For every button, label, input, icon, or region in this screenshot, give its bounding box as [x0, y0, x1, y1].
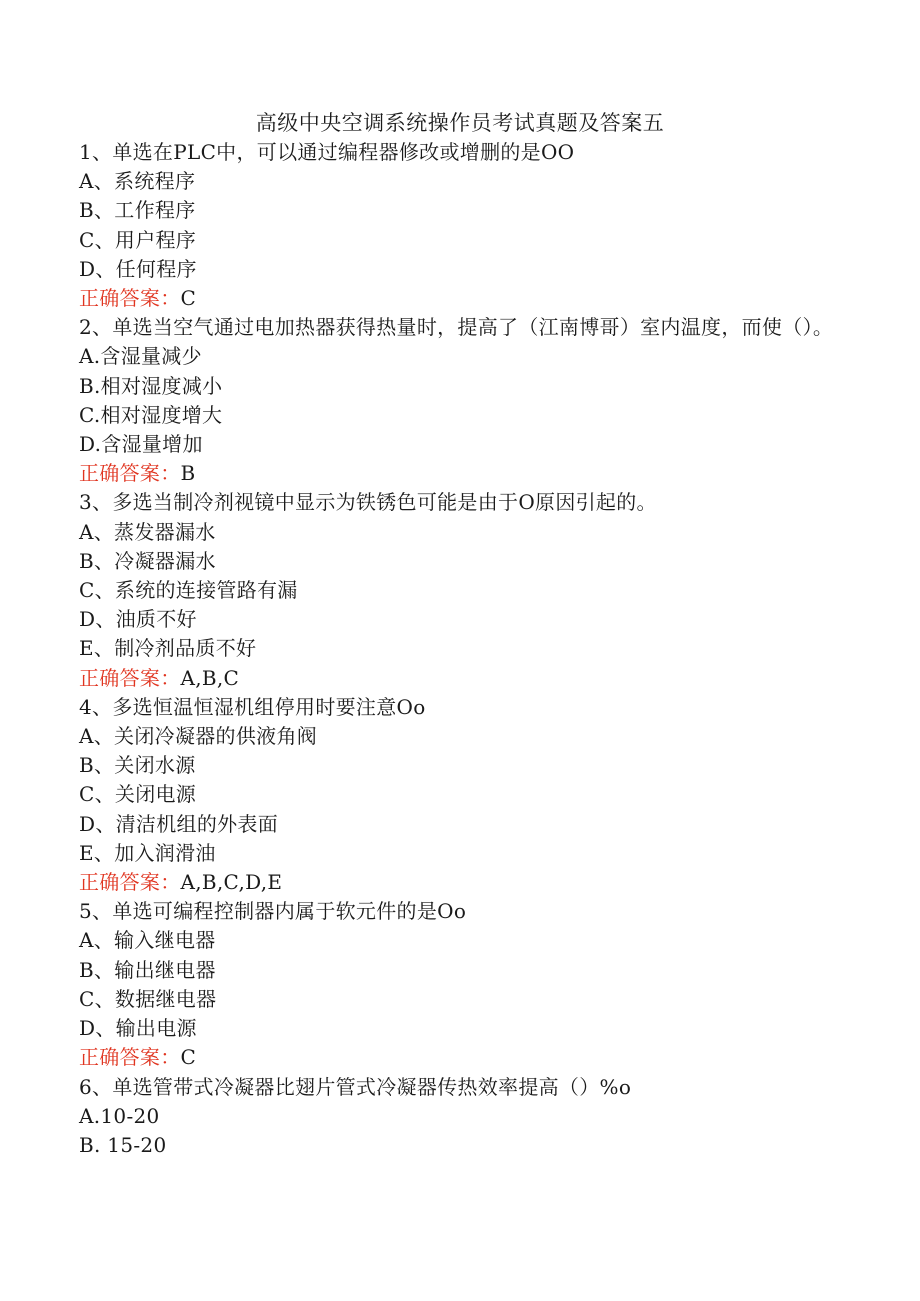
question-6-option-a: A.10-20 [79, 1103, 160, 1128]
question-2-option-b: B.相对湿度减小 [79, 373, 223, 398]
question-2-option-d: D.含湿量增加 [79, 432, 203, 457]
answer-label: 正确答案： [79, 286, 181, 311]
answer-label: 正确答案： [79, 461, 181, 486]
question-1-option-d: D、任何程序 [79, 256, 197, 281]
answer-label: 正确答案： [79, 870, 181, 895]
question-4-option-b: B、关闭水源 [79, 753, 196, 778]
question-1-stem: 1、单选在PLC中，可以通过编程器修改或增删的是OO [79, 140, 575, 164]
question-4-option-e: E、加入润滑油 [79, 840, 216, 865]
question-1-option-b: B、工作程序 [79, 198, 196, 223]
answer-value: A,B,C,D,E [180, 870, 283, 895]
question-6-option-b: B. 15-20 [79, 1132, 167, 1157]
question-3-option-e: E、制冷剂品质不好 [79, 636, 257, 661]
answer-value: B [180, 461, 196, 486]
question-5-answer [79, 1043, 839, 1072]
question-3-option-a: A、蒸发器漏水 [79, 519, 216, 544]
answer-value: C [180, 286, 197, 311]
question-2-option-a: A.含湿量减少 [79, 344, 202, 369]
question-2-option-c: C.相对湿度增大 [79, 402, 223, 427]
question-2-answer [79, 459, 839, 488]
question-4-answer [79, 868, 839, 897]
question-5-option-c: C、数据继电器 [79, 986, 217, 1011]
question-3-answer [79, 664, 839, 693]
question-5-stem: 5、单选可编程控制器内属于软元件的是Oo [79, 899, 467, 924]
question-6-stem: 6、单选管带式冷凝器比翅片管式冷凝器传热效率提高（）%o [79, 1074, 632, 1099]
question-3-stem: 3、多选当制冷剂视镜中显示为铁锈色可能是由于O原因引起的。 [79, 490, 657, 515]
question-5-option-d: D、输出电源 [79, 1016, 197, 1041]
document-title: 高级中央空调系统操作员考试真题及答案五 [255, 111, 665, 135]
answer-value: C [180, 1045, 197, 1070]
question-5-option-b: B、输出继电器 [79, 957, 216, 982]
question-4-option-d: D、清洁机组的外表面 [79, 811, 279, 836]
question-1-option-c: C、用户程序 [79, 227, 197, 252]
answer-value: A,B,C [180, 665, 240, 690]
question-2-stem: 2、单选当空气通过电加热器获得热量时，提高了（江南博哥）室内温度，而使（）。 [79, 315, 834, 340]
question-5-option-a: A、输入继电器 [79, 928, 216, 953]
question-1-answer [79, 284, 839, 313]
question-1-option-a: A、系统程序 [79, 169, 196, 194]
question-list [79, 138, 839, 1160]
question-3-option-b: B、冷凝器漏水 [79, 548, 216, 573]
question-4-option-c: C、关闭电源 [79, 782, 197, 807]
answer-label: 正确答案： [79, 665, 181, 690]
question-3-option-d: D、油质不好 [79, 607, 197, 632]
question-3-option-c: C、系统的连接管路有漏 [79, 578, 298, 603]
question-4-option-a: A、关闭冷凝器的供液角阀 [79, 724, 318, 749]
question-4-stem: 4、多选恒温恒湿机组停用时要注意Oo [79, 694, 426, 719]
answer-label: 正确答案： [79, 1045, 181, 1070]
